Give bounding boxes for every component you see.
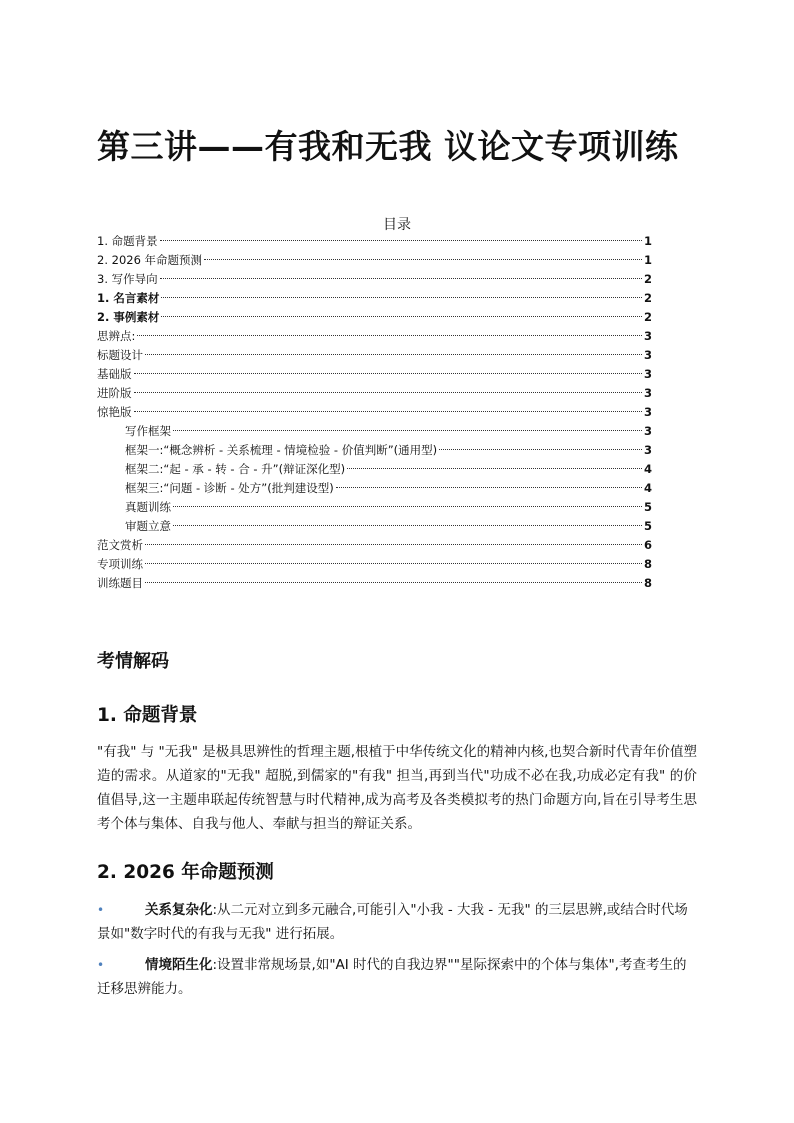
toc-page-number: 6 — [644, 538, 653, 552]
document-title: 第三讲——有我和无我 议论文专项训练 — [97, 127, 679, 166]
toc-entry[interactable] — [97, 365, 652, 384]
toc-page-number: 1 — [644, 253, 653, 267]
toc-entry-label: 专项训练 — [97, 557, 143, 571]
toc-page-number: 8 — [644, 557, 653, 571]
toc-entry-label: 真题训练 — [125, 500, 171, 514]
toc-leader-dots — [336, 487, 642, 488]
toc-leader-dots — [161, 297, 642, 298]
toc-page-number: 3 — [644, 329, 653, 343]
toc-heading: 目录 — [383, 217, 411, 233]
toc-entry-label: 进阶版 — [97, 386, 132, 400]
toc-entry-label: 3. 写作导向 — [97, 272, 158, 286]
toc-entry-label: 框架三:“问题 - 诊断 - 处方”(批判建设型) — [125, 481, 334, 495]
background-paragraph: "有我" 与 "无我" 是极具思辨性的哲理主题,根植于中华传统文化的精神内核,也契合新时代青年价值塑造的需求。从道家的"无我" 超脱,到儒家的"有我" 担当,再到当代"功成不必在我,功成必定有我" 的价值倡导,这一主题串联起传统智慧与时代精神,成为高考及各类模拟考的热门命题方向,旨在引导考生思考个体与集体、自我与他人、奉献与担当的辩证关系。 — [97, 744, 697, 832]
toc-leader-dots — [173, 525, 642, 526]
bullet-icon: • — [97, 958, 105, 972]
toc-entry[interactable] — [97, 479, 652, 498]
toc-leader-dots — [161, 316, 642, 317]
toc-leader-dots — [134, 373, 643, 374]
toc-entry-label: 2. 2026 年命题预测 — [97, 253, 203, 267]
toc-entry-label: 1. 名言素材 — [97, 291, 160, 305]
toc-page-number: 5 — [644, 519, 653, 533]
toc-page-number: 4 — [644, 462, 653, 476]
toc-page-number: 3 — [644, 386, 653, 400]
toc-entry-label: 框架一:“概念辨析 - 关系梳理 - 情境检验 - 价值判断”(通用型) — [125, 443, 438, 457]
toc-page-number: 2 — [644, 310, 653, 324]
toc-entry[interactable] — [97, 251, 652, 270]
toc-entry-label: 框架二:“起 - 承 - 转 - 合 - 升”(辩证深化型) — [125, 462, 346, 476]
toc-entry[interactable] — [97, 536, 652, 555]
toc-page-number: 2 — [644, 272, 653, 286]
toc-entry[interactable] — [97, 574, 652, 593]
toc-entry-label: 审题立意 — [125, 519, 171, 533]
list-item — [97, 898, 697, 946]
toc-entry[interactable] — [97, 441, 652, 460]
toc-entry-label: 范文赏析 — [97, 538, 143, 552]
bullet-icon: • — [97, 903, 105, 917]
list-item — [97, 953, 697, 1001]
toc-leader-dots — [134, 392, 643, 393]
toc-entry-label: 2. 事例素材 — [97, 310, 160, 324]
toc-entry-label: 惊艳版 — [97, 405, 132, 419]
toc-entry[interactable] — [97, 308, 652, 327]
bullet-term: 情境陌生化 — [145, 957, 213, 973]
toc-leader-dots — [160, 278, 642, 279]
toc-entry[interactable] — [97, 289, 652, 308]
toc-entry[interactable] — [97, 384, 652, 403]
toc-entry-label: 思辨点: — [97, 329, 136, 343]
toc-entry-label: 基础版 — [97, 367, 132, 381]
toc-page-number: 5 — [644, 500, 653, 514]
toc-entry[interactable] — [97, 232, 652, 251]
toc-leader-dots — [173, 506, 642, 507]
toc-leader-dots — [134, 411, 643, 412]
toc-page-number: 3 — [644, 367, 653, 381]
toc-entry[interactable] — [97, 498, 652, 517]
toc-page-number: 3 — [644, 424, 653, 438]
toc-page-number: 3 — [644, 405, 653, 419]
background-heading: 1. 命题背景 — [97, 705, 198, 726]
toc-entry[interactable] — [97, 517, 652, 536]
toc-entry[interactable] — [97, 403, 652, 422]
bullet-text: :从二元对立到多元融合,可能引入"小我 - 大我 - 无我" 的三层思辨,或结合时代场景如"数字时代的有我与无我" 进行拓展。 — [97, 902, 688, 942]
toc-entry-label: 标题设计 — [97, 348, 143, 362]
prediction-heading: 2. 2026 年命题预测 — [97, 862, 274, 883]
toc-leader-dots — [145, 544, 642, 545]
toc-entry-label: 1. 命题背景 — [97, 234, 158, 248]
toc-leader-dots — [145, 563, 642, 564]
toc-page-number: 4 — [644, 481, 653, 495]
section-title: 考情解码 — [97, 651, 169, 672]
toc-entry[interactable] — [97, 270, 652, 289]
toc-leader-dots — [145, 582, 642, 583]
table-of-contents — [97, 232, 652, 593]
toc-entry[interactable] — [97, 555, 652, 574]
toc-leader-dots — [173, 430, 642, 431]
bullet-term: 关系复杂化 — [145, 902, 213, 918]
toc-page-number: 2 — [644, 291, 653, 305]
toc-entry[interactable] — [97, 422, 652, 441]
toc-leader-dots — [145, 354, 642, 355]
bullet-text: :设置非常规场景,如"AI 时代的自我边界""星际探索中的个体与集体",考查考生的迁移思辨能力。 — [97, 957, 687, 997]
toc-leader-dots — [204, 259, 642, 260]
toc-entry[interactable] — [97, 460, 652, 479]
toc-entry-label: 写作框架 — [125, 424, 171, 438]
toc-page-number: 3 — [644, 348, 653, 362]
toc-page-number: 8 — [644, 576, 653, 590]
toc-entry-label: 训练题目 — [97, 576, 143, 590]
toc-entry[interactable] — [97, 346, 652, 365]
toc-leader-dots — [160, 240, 642, 241]
toc-leader-dots — [439, 449, 642, 450]
toc-entry[interactable] — [97, 327, 652, 346]
toc-page-number: 3 — [644, 443, 653, 457]
toc-page-number: 1 — [644, 234, 653, 248]
toc-leader-dots — [347, 468, 642, 469]
toc-leader-dots — [137, 335, 642, 336]
